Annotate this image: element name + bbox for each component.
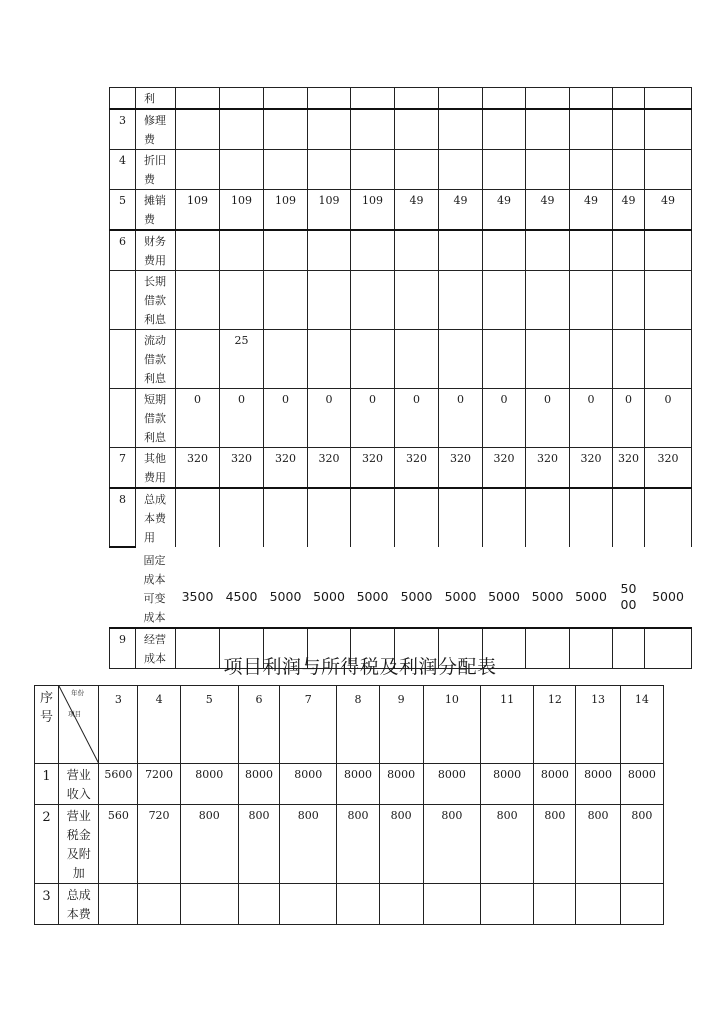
value-cell xyxy=(264,547,308,628)
row-label xyxy=(136,190,176,231)
row-label xyxy=(136,389,176,448)
value-cell xyxy=(645,488,692,547)
value-cell: 8000 xyxy=(337,764,379,805)
row-label xyxy=(136,230,176,271)
year-header: 10 xyxy=(423,686,480,764)
value-cell xyxy=(395,109,439,150)
value-cell xyxy=(264,150,308,190)
value-cell xyxy=(570,109,613,150)
row-label xyxy=(136,488,176,547)
value-cell xyxy=(264,88,308,110)
diagonal-line-icon xyxy=(59,686,99,764)
value-cell xyxy=(351,150,395,190)
value-cell xyxy=(526,230,570,271)
value-cell xyxy=(395,271,439,330)
value-cell: 320 xyxy=(220,448,264,489)
cost-value: 5000 xyxy=(488,588,520,604)
value-cell xyxy=(395,330,439,389)
row-label xyxy=(136,547,176,628)
value-cell xyxy=(238,884,279,925)
value-cell xyxy=(379,884,423,925)
value-cell xyxy=(308,88,351,110)
table-row xyxy=(35,805,664,884)
label-line: 费 xyxy=(144,133,155,146)
value-cell xyxy=(613,150,645,190)
header-row xyxy=(35,686,664,764)
row-index: 3 xyxy=(35,884,59,925)
year-header: 4 xyxy=(138,686,180,764)
value-cell xyxy=(351,488,395,547)
value-cell: 8000 xyxy=(423,764,480,805)
label-line: 摊销 xyxy=(144,194,166,207)
label-line: 成本 xyxy=(144,652,166,665)
year-header: 12 xyxy=(534,686,576,764)
cost-value: 50 00 xyxy=(620,580,637,612)
year-header: 9 xyxy=(379,686,423,764)
row-index xyxy=(110,271,136,330)
value-cell xyxy=(308,488,351,547)
row-label xyxy=(59,805,99,884)
row-label xyxy=(59,764,99,805)
value-cell: 109 xyxy=(308,190,351,231)
value-cell xyxy=(176,150,220,190)
cost-table xyxy=(109,87,692,669)
cost-value: 5000 xyxy=(269,588,302,604)
value-cell: 109 xyxy=(220,190,264,231)
value-cell xyxy=(526,150,570,190)
value-cell xyxy=(176,109,220,150)
value-cell xyxy=(613,230,645,271)
value-cell: 800 xyxy=(280,805,337,884)
value-cell xyxy=(351,230,395,271)
value-cell: 8000 xyxy=(620,764,663,805)
value-cell xyxy=(613,88,645,110)
value-cell: 800 xyxy=(423,805,480,884)
label-line: 借款 xyxy=(144,412,166,425)
value-cell xyxy=(439,547,483,628)
value-cell xyxy=(570,88,613,110)
value-cell xyxy=(264,488,308,547)
value-cell xyxy=(351,547,395,628)
value-cell xyxy=(613,488,645,547)
value-cell xyxy=(570,150,613,190)
value-cell: 49 xyxy=(613,190,645,231)
value-cell xyxy=(351,271,395,330)
label-line: 收入 xyxy=(66,787,91,801)
row-index: 7 xyxy=(110,448,136,489)
label-line: 固定 xyxy=(143,554,166,567)
value-cell xyxy=(351,109,395,150)
value-cell: 800 xyxy=(576,805,620,884)
value-cell xyxy=(439,230,483,271)
value-cell: 8000 xyxy=(238,764,279,805)
cost-value: 5000 xyxy=(356,588,389,604)
value-cell: 560 xyxy=(99,805,138,884)
value-cell xyxy=(264,271,308,330)
label-line: 号 xyxy=(40,710,54,725)
value-cell xyxy=(534,884,576,925)
value-cell xyxy=(220,488,264,547)
row-index: 8 xyxy=(110,488,136,547)
value-cell xyxy=(220,88,264,110)
profit-table-title: 项目利润与所得税及利润分配表 xyxy=(223,656,497,678)
value-cell: 109 xyxy=(351,190,395,231)
label-line: 加 xyxy=(72,866,85,880)
label-line: 本费 xyxy=(144,512,166,525)
profit-table xyxy=(34,685,664,925)
value-cell xyxy=(483,330,526,389)
label-line: 借款 xyxy=(144,294,166,307)
value-cell xyxy=(138,884,180,925)
label-line: 总成 xyxy=(144,493,166,506)
label-line: 利息 xyxy=(144,431,166,444)
value-cell xyxy=(645,88,692,110)
label-line: 成本 xyxy=(143,611,166,624)
value-cell xyxy=(351,330,395,389)
value-cell xyxy=(395,547,439,628)
cost-value: 5000 xyxy=(400,588,433,604)
value-cell: 320 xyxy=(570,448,613,489)
row-index xyxy=(110,330,136,389)
value-cell: 8000 xyxy=(379,764,423,805)
cost-value: 3500 xyxy=(181,588,214,604)
value-cell xyxy=(395,150,439,190)
value-cell: 800 xyxy=(238,805,279,884)
value-cell: 0 xyxy=(483,389,526,448)
value-cell xyxy=(645,330,692,389)
value-cell: 320 xyxy=(439,448,483,489)
value-cell: 0 xyxy=(570,389,613,448)
value-cell xyxy=(264,109,308,150)
value-cell: 800 xyxy=(620,805,663,884)
label-line: 成本 xyxy=(143,573,166,586)
value-cell: 8000 xyxy=(280,764,337,805)
row-label xyxy=(59,884,99,925)
value-cell xyxy=(308,109,351,150)
row-label xyxy=(136,150,176,190)
row-label xyxy=(136,109,176,150)
year-header: 8 xyxy=(337,686,379,764)
value-cell xyxy=(439,109,483,150)
value-cell: 8000 xyxy=(481,764,534,805)
value-cell: 7200 xyxy=(138,764,180,805)
label-line: 修理 xyxy=(144,114,166,127)
table-row xyxy=(35,764,664,805)
value-cell: 0 xyxy=(395,389,439,448)
value-cell xyxy=(395,230,439,271)
cost-value: 4500 xyxy=(225,588,258,604)
value-cell xyxy=(308,230,351,271)
label-line: 税金 xyxy=(66,828,91,842)
value-cell: 320 xyxy=(483,448,526,489)
value-cell xyxy=(308,547,351,628)
value-cell xyxy=(613,547,645,628)
cost-value: 5000 xyxy=(575,588,607,604)
label-line: 利息 xyxy=(144,372,166,385)
value-cell xyxy=(613,271,645,330)
value-cell xyxy=(620,884,663,925)
label-line: 费用 xyxy=(144,254,166,267)
value-cell xyxy=(220,109,264,150)
value-cell xyxy=(423,884,480,925)
value-cell xyxy=(645,547,692,628)
value-cell xyxy=(176,547,220,628)
table-row xyxy=(110,547,692,628)
row-index xyxy=(110,547,136,628)
seq-header xyxy=(35,686,59,764)
value-cell: 320 xyxy=(351,448,395,489)
value-cell: 49 xyxy=(645,190,692,231)
row-label xyxy=(136,330,176,389)
value-cell xyxy=(351,88,395,110)
value-cell xyxy=(308,330,351,389)
value-cell xyxy=(526,88,570,110)
value-cell xyxy=(176,88,220,110)
year-header: 6 xyxy=(238,686,279,764)
value-cell xyxy=(570,330,613,389)
value-cell: 800 xyxy=(534,805,576,884)
table-row xyxy=(110,190,692,231)
label-line: 营业 xyxy=(66,768,91,782)
value-cell xyxy=(483,488,526,547)
value-cell xyxy=(395,488,439,547)
table-row xyxy=(110,330,692,389)
value-cell: 800 xyxy=(481,805,534,884)
value-cell xyxy=(308,150,351,190)
row-index xyxy=(110,88,136,110)
value-cell xyxy=(308,271,351,330)
row-index: 3 xyxy=(110,109,136,150)
value-cell xyxy=(99,884,138,925)
year-header: 11 xyxy=(481,686,534,764)
value-cell: 0 xyxy=(308,389,351,448)
value-cell: 800 xyxy=(379,805,423,884)
value-cell: 0 xyxy=(645,389,692,448)
label-line: 费 xyxy=(144,173,155,186)
row-index: 5 xyxy=(110,190,136,231)
year-header: 5 xyxy=(180,686,238,764)
value-cell xyxy=(481,884,534,925)
value-cell: 109 xyxy=(264,190,308,231)
value-cell: 0 xyxy=(351,389,395,448)
value-cell: 49 xyxy=(526,190,570,231)
value-cell xyxy=(220,230,264,271)
value-cell xyxy=(570,547,613,628)
value-cell: 8000 xyxy=(534,764,576,805)
value-cell: 8000 xyxy=(180,764,238,805)
diagonal-header xyxy=(59,686,99,764)
value-cell xyxy=(483,271,526,330)
value-cell: 109 xyxy=(176,190,220,231)
value-cell xyxy=(439,88,483,110)
value-cell xyxy=(337,884,379,925)
label-line: 序 xyxy=(40,691,54,706)
label-line: 费 xyxy=(144,213,155,226)
value-cell: 800 xyxy=(180,805,238,884)
table-row xyxy=(110,150,692,190)
year-header: 13 xyxy=(576,686,620,764)
label-line: 及附 xyxy=(66,847,91,861)
value-cell xyxy=(220,271,264,330)
value-cell xyxy=(645,109,692,150)
value-cell: 8000 xyxy=(576,764,620,805)
value-cell xyxy=(613,109,645,150)
value-cell xyxy=(176,230,220,271)
label-line: 可变 xyxy=(143,592,166,605)
row-index xyxy=(110,389,136,448)
cost-value: 5000 xyxy=(531,588,564,604)
value-cell xyxy=(576,884,620,925)
label-line: 流动 xyxy=(144,334,166,347)
table-row xyxy=(110,488,692,547)
value-cell xyxy=(570,230,613,271)
label-line: 折旧 xyxy=(144,154,166,167)
value-cell xyxy=(264,230,308,271)
year-header: 7 xyxy=(280,686,337,764)
table-row xyxy=(110,109,692,150)
cost-value: 5000 xyxy=(313,588,345,604)
value-cell xyxy=(439,271,483,330)
label-line: 财务 xyxy=(144,235,166,248)
row-label xyxy=(136,448,176,489)
value-cell: 320 xyxy=(308,448,351,489)
value-cell xyxy=(613,330,645,389)
value-cell: 0 xyxy=(439,389,483,448)
row-index: 2 xyxy=(35,805,59,884)
value-cell: 49 xyxy=(483,190,526,231)
value-cell xyxy=(180,884,238,925)
value-cell xyxy=(483,230,526,271)
value-cell xyxy=(176,271,220,330)
table-row xyxy=(110,271,692,330)
table-row xyxy=(110,230,692,271)
value-cell xyxy=(483,88,526,110)
row-label xyxy=(136,271,176,330)
row-index: 4 xyxy=(110,150,136,190)
value-cell: 0 xyxy=(613,389,645,448)
value-cell: 800 xyxy=(337,805,379,884)
value-cell xyxy=(264,330,308,389)
value-cell xyxy=(526,488,570,547)
value-cell xyxy=(439,330,483,389)
value-cell xyxy=(439,488,483,547)
value-cell xyxy=(220,150,264,190)
cost-value: 5000 xyxy=(652,588,684,604)
label-line: 长期 xyxy=(144,275,166,288)
value-cell xyxy=(439,150,483,190)
value-cell xyxy=(570,271,613,330)
value-cell: 320 xyxy=(264,448,308,489)
label-line: 经营 xyxy=(144,633,166,646)
value-cell: 320 xyxy=(613,448,645,489)
row-index: 6 xyxy=(110,230,136,271)
value-cell xyxy=(526,547,570,628)
value-cell xyxy=(395,88,439,110)
value-cell xyxy=(483,109,526,150)
value-cell: 49 xyxy=(439,190,483,231)
value-cell: 720 xyxy=(138,805,180,884)
value-cell xyxy=(526,109,570,150)
value-cell xyxy=(645,230,692,271)
table-row xyxy=(35,884,664,925)
label-line: 营业 xyxy=(66,809,91,823)
value-cell: 320 xyxy=(395,448,439,489)
label-line: 短期 xyxy=(144,393,166,406)
value-cell: 320 xyxy=(526,448,570,489)
year-header: 14 xyxy=(620,686,663,764)
value-cell xyxy=(176,330,220,389)
item-label: 项目 xyxy=(68,710,82,718)
value-cell xyxy=(526,330,570,389)
value-cell: 0 xyxy=(526,389,570,448)
value-cell: 5600 xyxy=(99,764,138,805)
value-cell xyxy=(483,547,526,628)
value-cell: 25 xyxy=(220,330,264,389)
value-cell xyxy=(526,271,570,330)
row-label: 利 xyxy=(136,88,176,110)
year-label: 年份 xyxy=(71,689,85,697)
label-line: 其他 xyxy=(144,452,166,465)
label-line: 借款 xyxy=(144,353,166,366)
label-line: 总成 xyxy=(66,888,91,902)
value-cell xyxy=(483,150,526,190)
value-cell: 49 xyxy=(570,190,613,231)
label-line: 本费 xyxy=(66,907,91,921)
table-row xyxy=(110,389,692,448)
label-line: 费用 xyxy=(144,471,166,484)
label-line: 利息 xyxy=(144,313,166,326)
row-index: 1 xyxy=(35,764,59,805)
label-line: 用 xyxy=(144,531,155,544)
value-cell xyxy=(280,884,337,925)
table-row xyxy=(110,448,692,489)
cost-value: 5000 xyxy=(444,588,477,604)
year-header: 3 xyxy=(99,686,138,764)
value-cell: 0 xyxy=(176,389,220,448)
value-cell: 0 xyxy=(220,389,264,448)
value-cell xyxy=(176,488,220,547)
value-cell xyxy=(645,150,692,190)
value-cell xyxy=(220,547,264,628)
value-cell: 320 xyxy=(645,448,692,489)
value-cell xyxy=(570,488,613,547)
value-cell: 0 xyxy=(264,389,308,448)
value-cell: 49 xyxy=(395,190,439,231)
value-cell xyxy=(645,271,692,330)
value-cell: 320 xyxy=(176,448,220,489)
row-index: 9 xyxy=(110,628,136,669)
